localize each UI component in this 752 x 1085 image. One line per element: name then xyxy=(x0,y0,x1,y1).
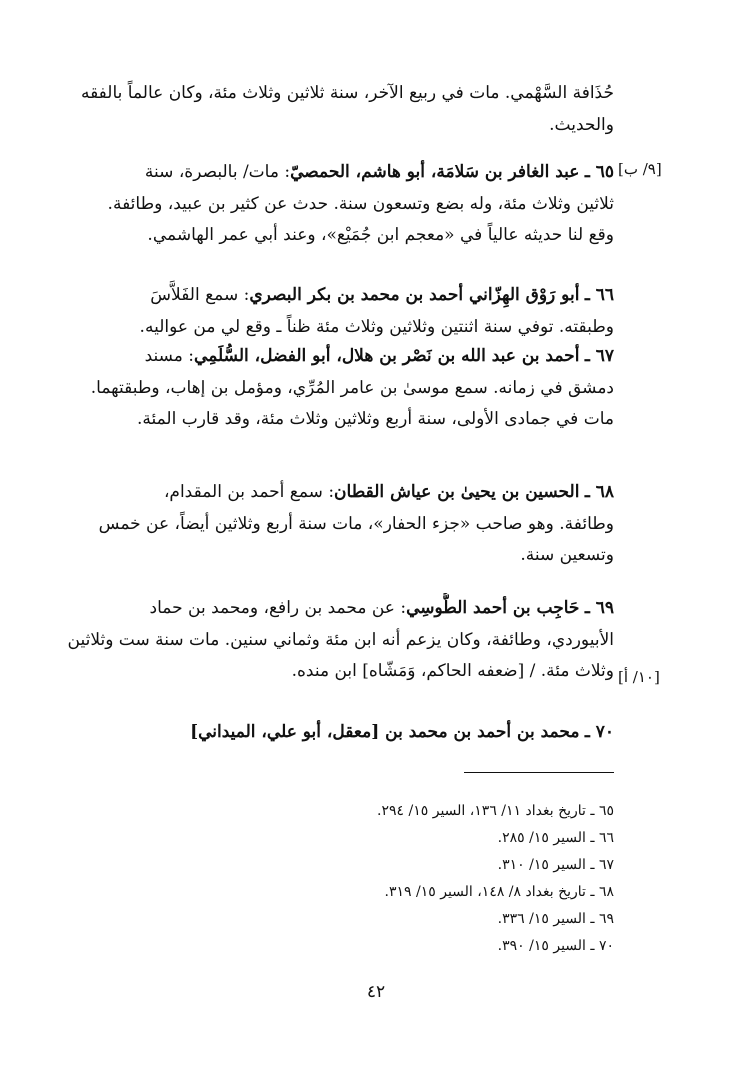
entry-65 xyxy=(54,157,614,252)
footnote: ٦٨ ـ تاريخ بغداد ٨/ ١٤٨، السير ١٥/ ٣١٩. xyxy=(384,884,614,900)
entry-number: ٦٨ ـ xyxy=(584,482,614,502)
entry-line: : مسند xyxy=(144,346,195,366)
entry-heading-line xyxy=(54,341,614,373)
entry-line: وطبقته. توفي سنة اثنتين وثلاثين وثلاث مئة ظناً ـ وقع لي من عواليه. xyxy=(139,316,614,337)
entry-line: والحديث. xyxy=(549,114,614,135)
entry-name: أحمد بن عبد الله بن نَصْر بن هلال، أبو الفضل، السُّلَمِي xyxy=(194,346,580,366)
entry-line: الأبيوردي، وطائفة، وكان يزعم أنه ابن مئة وثماني سنين. مات سنة ست وثلاثين xyxy=(67,629,614,650)
entry-number: ٦٧ ـ xyxy=(584,346,614,366)
entry-line: : مات/ بالبصرة، سنة xyxy=(144,162,291,182)
entry-line: وطائفة. وهو صاحب «جزء الحفار»، مات سنة أربع وثلاثين أيضاً، عن خمس xyxy=(98,513,614,534)
entry-heading-line xyxy=(54,593,614,625)
entry-heading-line xyxy=(54,717,614,749)
footnotes xyxy=(194,798,614,960)
footnote: ٦٦ ـ السير ١٥/ ٢٨٥. xyxy=(497,830,614,846)
footnote: ٧٠ ـ السير ١٥/ ٣٩٠. xyxy=(497,938,614,954)
entry-line: ثلاثين وثلاث مئة، وله بضع وتسعون سنة. حدث عن كثير بن عبيد، وطائفة. xyxy=(107,193,614,214)
entry-number: ٧٠ ـ xyxy=(584,722,614,742)
entry-heading-line xyxy=(54,280,614,312)
entry-number: ٦٥ ـ xyxy=(584,162,614,182)
entry-line: وتسعين سنة. xyxy=(520,545,614,565)
folio-margin-mark: [١٠/ أ] xyxy=(618,668,660,686)
footnote: ٦٥ ـ تاريخ بغداد ١١/ ١٣٦، السير ١٥/ ٢٩٤. xyxy=(377,803,614,819)
entry-line: : عن محمد بن رافع، ومحمد بن حماد xyxy=(149,598,407,618)
page-number: ٤٢ xyxy=(366,982,386,1002)
entry-heading-line xyxy=(54,157,614,189)
entry-name: حَاجِب بن أحمد الطُّوسِي xyxy=(406,598,580,618)
entry-name: أبو رَوْق الهِزّاني أحمد بن محمد بن بكر البصري xyxy=(249,285,580,305)
entry-number: ٦٩ ـ xyxy=(584,598,614,618)
entry-70 xyxy=(54,717,614,749)
footnote: ٦٧ ـ السير ١٥/ ٣١٠. xyxy=(497,857,614,873)
entry-64-continuation xyxy=(54,78,614,141)
entry-name: محمد بن أحمد بن محمد بن [معقل، أبو علي، الميداني] xyxy=(190,722,580,742)
footnote-separator xyxy=(464,772,614,773)
entry-line: مات في جمادى الأولى، سنة أربع وثلاثين وثلاث مئة، وقد قارب المئة. xyxy=(136,409,614,429)
entry-line: : سمع أحمد بن المقدام، xyxy=(163,482,335,502)
entry-68 xyxy=(54,477,614,572)
entry-name: الحسين بن يحيىٰ بن عياش القطان xyxy=(334,482,580,502)
entry-67 xyxy=(54,341,614,436)
entry-line: : سمع الفَلاَّسَ xyxy=(150,285,250,305)
entry-66 xyxy=(54,280,614,343)
folio-margin-mark: [٩/ ب] xyxy=(618,160,662,178)
entry-line: دمشق في زمانه. سمع موسىٰ بن عامر المُرِّي، ومؤمل بن إهاب، وطبقتهما. xyxy=(90,377,614,398)
entry-name: عبد الغافر بن سَلامَة، أبو هاشم، الحمصيّ xyxy=(290,162,580,182)
footnote: ٦٩ ـ السير ١٥/ ٣٣٦. xyxy=(497,911,614,927)
entry-line: وثلاث مئة. / [ضعفه الحاكم، وَمَشّاه] ابن منده. xyxy=(291,661,614,681)
entry-number: ٦٦ ـ xyxy=(584,285,614,305)
entry-heading-line xyxy=(54,477,614,509)
entry-line: وقع لنا حديثه عالياً في «معجم ابن جُمَيْع»، وعند أبي عمر الهاشمي. xyxy=(147,225,614,245)
entry-line: حُذَافة السَّهْمي. مات في ربيع الآخر، سنة ثلاثين وثلاث مئة، وكان عالماً بالفقه xyxy=(80,83,614,103)
entry-69 xyxy=(54,593,614,688)
